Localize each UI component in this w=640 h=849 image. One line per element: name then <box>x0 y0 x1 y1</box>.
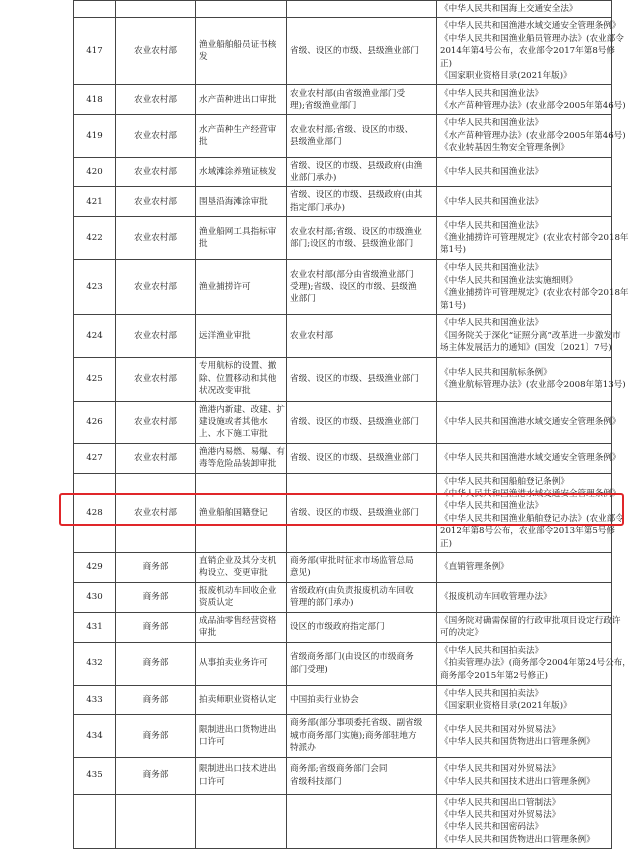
legal-basis-cell-line: 《中华人民共和国拍卖法》 <box>440 688 544 699</box>
implementing-body-cell <box>287 85 437 115</box>
item-name-cell-line: 发 <box>199 52 208 63</box>
implementing-body-cell-line: 中国拍卖行业协会 <box>290 694 359 705</box>
table-row <box>74 757 612 794</box>
implementing-body-cell-line: 部门;设区的市级、县级渔业部门 <box>290 239 414 250</box>
implementing-body-cell-line: 城市商务部门实施);商务部驻地方 <box>290 730 417 741</box>
row-number: 428 <box>74 473 116 552</box>
item-name-cell-line: 建设施或者其他水 <box>199 416 268 427</box>
legal-basis-cell <box>437 217 629 260</box>
row-number: 420 <box>74 157 116 187</box>
table-row <box>74 187 612 217</box>
row-number: 425 <box>74 357 116 401</box>
implementing-body-cell-line: 省级政府(由负责报废机动车回收 <box>290 585 414 596</box>
item-name-cell-line: 渔港内新建、改建、扩 <box>199 404 285 415</box>
implementing-body-cell-line: 业部门 <box>290 294 316 305</box>
item-name-cell-line: 成品油零售经营资格 <box>199 615 277 626</box>
legal-basis-cell-line: 《中华人民共和国渔港水域交通安全管理条例》 <box>440 21 621 32</box>
row-number: 430 <box>74 582 116 612</box>
table-row <box>74 1 612 18</box>
department-cell: 商务部 <box>116 552 196 582</box>
table-row <box>74 217 612 260</box>
row-number: 421 <box>74 187 116 217</box>
legal-basis-cell-line: 《中华人民共和国货物进出口管理条例》 <box>440 737 595 748</box>
implementing-body-cell <box>287 552 437 582</box>
table-row <box>74 582 612 612</box>
item-name-cell <box>196 187 287 217</box>
department-cell: 农业农村部 <box>116 18 196 85</box>
row-number: 431 <box>74 612 116 642</box>
department-cell: 农业农村部 <box>116 357 196 401</box>
item-name-cell <box>196 357 287 401</box>
item-name-cell <box>196 260 287 315</box>
item-name-cell-line: 渔业船网工具指标审 <box>199 226 277 237</box>
legal-basis-cell-line: 《渔业航标管理办法》(农业部令2008年第13号) <box>440 380 626 390</box>
item-name-cell-line: 从事拍卖业务许可 <box>199 658 268 669</box>
legal-basis-cell-line: 《国务院对确需保留的行政审批项目设定行政许 <box>440 615 621 626</box>
legal-basis-cell-line: 2014年第4号公布，农业部令2017年第8号修 <box>440 46 615 57</box>
item-name-cell-line: 水域滩涂养殖证核发 <box>199 166 277 177</box>
department-cell: 农业农村部 <box>116 217 196 260</box>
department-cell: 商务部 <box>116 582 196 612</box>
legal-basis-cell-line: 《渔业捕捞许可管理规定》(农业农村部令2018年 <box>440 288 629 299</box>
legal-basis-cell-line: 《农业转基因生物安全管理条例》 <box>440 143 569 154</box>
implementing-body-cell <box>287 157 437 187</box>
item-name-cell <box>196 18 287 85</box>
item-name-cell-line: 限制进出口货物进出 <box>199 724 277 735</box>
department-cell: 农业农村部 <box>116 85 196 115</box>
legal-basis-cell-line: 《中华人民共和国渔业法》 <box>440 501 544 512</box>
table-row <box>74 642 612 685</box>
item-name-cell-line: 水产苗种生产经营审 <box>199 124 277 135</box>
legal-basis-cell-line: 《中华人民共和国渔业法》 <box>440 166 544 177</box>
item-name-cell-line: 拍卖师职业资格认定 <box>199 694 277 705</box>
legal-basis-cell <box>437 552 612 582</box>
legal-basis-cell-line: 《中华人民共和国渔业船舶登记办法》(农业部令 <box>440 513 624 524</box>
legal-basis-cell <box>437 157 612 187</box>
legal-basis-cell-line: 2012年第8号公布，农业部令2013年第5号修 <box>440 526 615 537</box>
implementing-body-cell-line: 设区的市级政府指定部门 <box>290 621 385 632</box>
legal-basis-cell <box>437 685 612 715</box>
department-cell: 农业农村部 <box>116 187 196 217</box>
legal-basis-cell-line: 场主体发展活力的通知》(国发〔2021〕7号) <box>440 343 612 354</box>
implementing-body-cell-line: 农业农村部;省级、设区的市级、 <box>290 124 414 135</box>
legal-basis-cell <box>437 401 621 443</box>
item-name-cell <box>196 315 287 357</box>
implementing-body-cell-line: 管理的部门承办) <box>290 598 354 609</box>
table-row <box>74 260 612 315</box>
legal-basis-cell-line: 《中华人民共和国技术进出口管理条例》 <box>440 776 595 787</box>
legal-basis-cell-line: 《中华人民共和国渔业法》 <box>440 220 544 231</box>
item-name-cell-line: 批 <box>199 239 208 250</box>
table-row <box>74 401 612 443</box>
legal-basis-cell-line: 《国务院关于深化“证照分离”改革进一步激发市 <box>440 330 621 341</box>
item-name-cell <box>196 642 287 685</box>
item-name-cell-line: 渔业船舶船员证书核 <box>199 40 277 51</box>
legal-basis-cell-line: 第1号) <box>440 245 467 256</box>
legal-basis-cell <box>437 85 626 115</box>
row-number: 432 <box>74 642 116 685</box>
department-cell: 商务部 <box>116 685 196 715</box>
implementing-body-cell <box>287 315 437 357</box>
item-name-cell <box>196 715 287 757</box>
implementing-body-cell <box>287 401 437 443</box>
implementing-body-cell-line: 省级、设区的市级、县级政府(由其 <box>290 190 423 201</box>
implementing-body-cell-line: 意见) <box>290 568 311 579</box>
row-number <box>74 1 116 18</box>
row-number: 423 <box>74 260 116 315</box>
item-name-cell-line: 口许可 <box>199 776 225 787</box>
legal-basis-cell <box>437 443 621 473</box>
legal-basis-cell-line: 可的决定》 <box>440 628 483 639</box>
item-name-cell-line: 限制进出口技术进出 <box>199 764 277 775</box>
item-name-cell-line: 渔港内易燃、易爆、有 <box>199 446 285 457</box>
legal-basis-cell <box>437 757 612 794</box>
item-name-cell <box>196 443 287 473</box>
table-row <box>74 85 612 115</box>
implementing-body-cell-line: 农业农村部(部分由省级渔业部门 <box>290 269 414 280</box>
legal-basis-cell-line: 《中华人民共和国对外贸易法》 <box>440 810 561 821</box>
legal-basis-cell-line: 《中华人民共和国渔业法》 <box>440 88 544 99</box>
implementing-body-cell-line: 商务部;省级商务部门会同 <box>290 764 388 775</box>
implementing-body-cell-line: 省级、设区的市级、县级渔业部门 <box>290 373 419 384</box>
item-name-cell <box>196 757 287 794</box>
legal-basis-cell <box>437 642 631 685</box>
legal-basis-cell-line: 《水产苗种管理办法》(农业部令2005年第46号) <box>440 130 626 141</box>
row-number: 434 <box>74 715 116 757</box>
implementing-body-cell-line: 省级、设区的市级、县级渔业部门 <box>290 452 419 463</box>
legal-basis-cell-line: 《直销管理条例》 <box>440 562 509 573</box>
row-number <box>74 794 116 849</box>
item-name-cell <box>196 115 287 157</box>
legal-basis-cell-line: 《中华人民共和国渔业法》 <box>440 118 544 129</box>
row-number: 426 <box>74 401 116 443</box>
department-cell: 农业农村部 <box>116 315 196 357</box>
implementing-body-cell-line: 受理);省级、设区的市级、县级渔 <box>290 282 417 293</box>
legal-basis-cell-line: 《拍卖管理办法》(商务部令2004年第24号公布， <box>440 658 631 669</box>
implementing-body-cell <box>287 582 437 612</box>
table-row <box>74 115 612 157</box>
implementing-body-cell-line: 农业农村部;省级、设区的市级渔业 <box>290 226 422 237</box>
item-name-cell-line: 渔业捕捞许可 <box>199 282 251 293</box>
legal-basis-cell-line: 《中华人民共和国航标条例》 <box>440 367 552 378</box>
item-name-cell-line: 资质认定 <box>199 598 234 609</box>
item-name-cell-line: 渔业船舶国籍登记 <box>199 507 268 518</box>
item-name-cell <box>196 552 287 582</box>
item-name-cell <box>196 217 287 260</box>
item-name-cell-line: 围垦沿海滩涂审批 <box>199 196 268 207</box>
legal-basis-cell-line: 《中华人民共和国渔港水域交通安全管理条例》 <box>440 488 621 499</box>
item-name-cell-line: 毒等危险品装卸审批 <box>199 459 277 470</box>
item-name-cell-line: 专用航标的设置、撤 <box>199 361 277 372</box>
legal-basis-cell-line: 《中华人民共和国渔港水域交通安全管理条例》 <box>440 452 621 463</box>
item-name-cell-line: 远洋渔业审批 <box>199 330 251 341</box>
legal-basis-cell-line: 第1号) <box>440 300 467 311</box>
implementing-body-cell-line: 省级、设区的市级、县级渔业部门 <box>290 507 419 518</box>
implementing-body-cell-line: 省级、设区的市级、县级政府(由渔 <box>290 160 423 171</box>
department-cell <box>116 1 196 18</box>
legal-basis-cell-line: 正) <box>440 538 452 549</box>
implementing-body-cell <box>287 1 437 18</box>
legal-basis-cell-line: 《中华人民共和国渔业船员管理办法》(农业部令 <box>440 33 624 44</box>
item-name-cell-line: 水产苗种进出口审批 <box>199 94 277 105</box>
implementing-body-cell <box>287 260 437 315</box>
table-row <box>74 18 612 85</box>
department-cell <box>116 794 196 849</box>
implementing-body-cell <box>287 685 437 715</box>
row-number: 427 <box>74 443 116 473</box>
legal-basis-cell <box>437 582 612 612</box>
implementing-body-cell-line: 省级科技部门 <box>290 776 342 787</box>
legal-basis-cell-line: 《水产苗种管理办法》(农业部令2005年第46号) <box>440 100 626 111</box>
department-cell: 农业农村部 <box>116 157 196 187</box>
table-row <box>74 612 612 642</box>
legal-basis-cell-line: 《中华人民共和国对外贸易法》 <box>440 724 561 735</box>
legal-basis-cell-line: 正) <box>440 58 452 69</box>
implementing-body-cell <box>287 217 437 260</box>
implementing-body-cell-line: 部门受理) <box>290 664 328 675</box>
department-cell: 农业农村部 <box>116 401 196 443</box>
item-name-cell-line: 上、水下施工审批 <box>199 429 268 440</box>
implementing-body-cell <box>287 115 437 157</box>
highlight-box-row-429 <box>59 493 624 526</box>
table-row <box>74 685 612 715</box>
table-row <box>74 552 612 582</box>
legal-basis-cell-line: 《中华人民共和国拍卖法》 <box>440 645 544 656</box>
item-name-cell-line: 构设立、变更审批 <box>199 568 268 579</box>
implementing-body-cell-line: 省级、设区的市级、县级渔业部门 <box>290 46 419 57</box>
item-name-cell-line: 报废机动车回收企业 <box>199 585 277 596</box>
department-cell: 农业农村部 <box>116 260 196 315</box>
implementing-body-cell <box>287 187 437 217</box>
item-name-cell-line: 除、位置移动和其他 <box>199 373 277 384</box>
implementing-body-cell <box>287 642 437 685</box>
implementing-body-cell <box>287 794 437 849</box>
implementing-body-cell <box>287 357 437 401</box>
legal-basis-cell <box>437 1 612 18</box>
item-name-cell-line: 状况改变审批 <box>199 386 251 397</box>
table-row <box>74 794 612 849</box>
row-number: 429 <box>74 552 116 582</box>
legal-basis-cell-line: 《中华人民共和国出口管制法》 <box>440 797 561 808</box>
implementing-body-cell <box>287 443 437 473</box>
approval-items-table <box>73 0 631 849</box>
item-name-cell <box>196 1 287 18</box>
item-name-cell <box>196 401 287 443</box>
item-name-cell <box>196 685 287 715</box>
department-cell: 商务部 <box>116 642 196 685</box>
implementing-body-cell-line: 省级、设区的市级、县级渔业部门 <box>290 416 419 427</box>
table-row <box>74 443 612 473</box>
legal-basis-cell <box>437 315 621 357</box>
legal-basis-cell-line: 《中华人民共和国对外贸易法》 <box>440 764 561 775</box>
legal-basis-cell-line: 《国家职业资格目录(2021年版)》 <box>440 71 572 82</box>
legal-basis-cell-line: 《中华人民共和国渔业法》 <box>440 263 544 274</box>
legal-basis-cell-line: 《中华人民共和国货物进出口管理条例》 <box>440 834 595 845</box>
implementing-body-cell-line: 指定部门承办) <box>290 202 345 213</box>
department-cell: 商务部 <box>116 757 196 794</box>
row-number: 422 <box>74 217 116 260</box>
legal-basis-cell <box>437 187 612 217</box>
item-name-cell <box>196 794 287 849</box>
row-number: 435 <box>74 757 116 794</box>
item-name-cell-line: 审批 <box>199 628 217 639</box>
legal-basis-cell <box>437 357 626 401</box>
legal-basis-cell <box>437 715 612 757</box>
legal-basis-cell <box>437 794 612 849</box>
legal-basis-cell-line: 《报废机动车回收管理办法》 <box>440 592 552 603</box>
legal-basis-cell-line: 《中华人民共和国渔业法实施细则》 <box>440 275 578 286</box>
table-row <box>74 715 612 757</box>
row-number: 424 <box>74 315 116 357</box>
item-name-cell-line: 口许可 <box>199 737 225 748</box>
item-name-cell <box>196 612 287 642</box>
implementing-body-cell-line: 农业农村部(由省级渔业部门受 <box>290 88 406 99</box>
implementing-body-cell-line: 特派办 <box>290 743 316 754</box>
department-cell: 农业农村部 <box>116 443 196 473</box>
department-cell: 农业农村部 <box>116 473 196 552</box>
table-row <box>74 157 612 187</box>
table-row <box>74 357 612 401</box>
department-cell: 商务部 <box>116 715 196 757</box>
implementing-body-cell <box>287 757 437 794</box>
implementing-body-cell-line: 商务部(审批时征求市场监管总局 <box>290 556 414 567</box>
implementing-body-cell <box>287 612 437 642</box>
implementing-body-cell <box>287 715 437 757</box>
implementing-body-cell-line: 省级商务部门(由设区的市级商务 <box>290 652 414 663</box>
legal-basis-cell <box>437 18 624 85</box>
legal-basis-cell-line: 《中华人民共和国渔港水域交通安全管理条例》 <box>440 416 621 427</box>
item-name-cell-line: 批 <box>199 137 208 148</box>
legal-basis-cell-line: 《中华人民共和国海上交通安全法》 <box>440 4 578 14</box>
legal-basis-cell-line: 《渔业捕捞许可管理规定》(农业农村部令2018年 <box>440 233 629 244</box>
legal-basis-cell-line: 《中华人民共和国密码法》 <box>440 822 544 833</box>
implementing-body-cell-line: 业部门承办) <box>290 173 337 184</box>
implementing-body-cell <box>287 18 437 85</box>
row-number: 433 <box>74 685 116 715</box>
legal-basis-cell <box>437 612 621 642</box>
item-name-cell <box>196 85 287 115</box>
legal-basis-cell <box>437 115 626 157</box>
department-cell: 农业农村部 <box>116 115 196 157</box>
legal-basis-cell-line: 《国家职业资格目录(2021年版)》 <box>440 701 572 711</box>
table-body <box>74 1 631 849</box>
legal-basis-cell-line: 《中华人民共和国渔业法》 <box>440 196 544 207</box>
legal-basis-cell <box>437 260 629 315</box>
table-row <box>74 315 612 357</box>
implementing-body-cell-line: 商务部(部分事项委托省级、副省级 <box>290 718 423 729</box>
legal-basis-cell-line: 《中华人民共和国船舶登记条例》 <box>440 476 569 487</box>
implementing-body-cell-line: 农业农村部 <box>290 330 333 341</box>
implementing-body-cell-line: 县级渔业部门 <box>290 137 342 148</box>
row-number: 417 <box>74 18 116 85</box>
row-number: 419 <box>74 115 116 157</box>
item-name-cell <box>196 157 287 187</box>
legal-basis-cell-line: 《中华人民共和国渔业法》 <box>440 318 544 329</box>
item-name-cell <box>196 582 287 612</box>
row-number: 418 <box>74 85 116 115</box>
legal-basis-cell-line: 商务部令2015年第2号修正) <box>440 670 549 681</box>
department-cell: 商务部 <box>116 612 196 642</box>
implementing-body-cell-line: 理);省级渔业部门 <box>290 100 357 111</box>
item-name-cell-line: 直销企业及其分支机 <box>199 556 277 567</box>
